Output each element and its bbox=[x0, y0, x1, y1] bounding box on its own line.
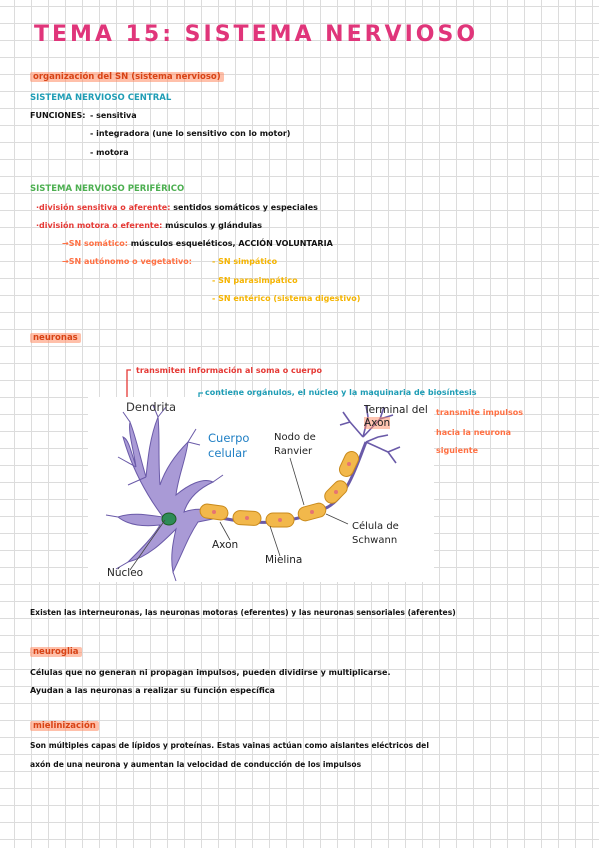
snp-autonomo-enterico: - SN entérico (sistema digestivo) bbox=[212, 294, 361, 303]
snp-somatico-text: músculos esqueléticos, ACCIÓN VOLUNTARIA bbox=[130, 239, 333, 248]
note-terminal-3: siguiente bbox=[436, 446, 479, 455]
note-terminal-2: hacia la neurona bbox=[436, 428, 512, 437]
neuronas-heading-text: neuronas bbox=[30, 333, 81, 343]
mielinizacion-line-1: Son múltiples capas de lípidos y proteínas. Estas vainas actúan como aislantes eléctricos del bbox=[30, 741, 429, 750]
snp-division-1-text: sentidos somáticos y especiales bbox=[173, 203, 318, 212]
label-celular: celular bbox=[208, 446, 247, 460]
section-heading-mielinizacion bbox=[30, 721, 99, 731]
snc-function-3: - motora bbox=[90, 148, 129, 157]
label-celula: Célula de bbox=[352, 521, 399, 532]
page-title: TEMA 15: SISTEMA NERVIOSO bbox=[34, 22, 479, 47]
label-mielina: Mielina bbox=[265, 554, 303, 566]
label-nodo: Nodo de bbox=[274, 432, 316, 443]
label-axon: Axon bbox=[212, 539, 239, 551]
snc-function-1: - sensitiva bbox=[90, 111, 137, 120]
snp-somatico-label: →SN somático: bbox=[62, 239, 128, 248]
mielinizacion-heading-text: mielinización bbox=[30, 721, 99, 731]
snp-division-2-label: ·división motora o eferente: bbox=[36, 221, 163, 230]
snp-autonomo-simpatico: - SN simpático bbox=[212, 257, 278, 266]
organizacion-heading-text: organización del SN (sistema nervioso) bbox=[30, 72, 224, 82]
label-nucleo: Núcleo bbox=[107, 567, 144, 579]
existen-text: Existen las interneuronas, las neuronas motoras (eferentes) y las neuronas sensoriales (aferentes) bbox=[30, 608, 456, 617]
snc-functions-label: FUNCIONES: bbox=[30, 111, 86, 120]
snc-heading: SISTEMA NERVIOSO CENTRAL bbox=[30, 93, 172, 103]
snp-heading: SISTEMA NERVIOSO PERIFÉRICO bbox=[30, 184, 185, 194]
mielinizacion-line-2: axón de una neurona y aumentan la velocidad de conducción de los impulsos bbox=[30, 760, 362, 769]
note-dendrita: transmiten información al soma o cuerpo bbox=[136, 366, 323, 375]
label-cuerpo: Cuerpo bbox=[208, 431, 250, 445]
neuroglia-line-2: Ayudan a las neuronas a realizar su función específica bbox=[30, 686, 275, 695]
neuroglia-heading-text: neuroglia bbox=[30, 647, 82, 657]
snp-division-1-label: ·división sensitiva o aferente: bbox=[36, 203, 171, 212]
label-ranvier: Ranvier bbox=[274, 446, 313, 457]
label-terminal-axon: Axon bbox=[364, 417, 391, 429]
label-dendrita: Dendrita bbox=[126, 400, 176, 414]
label-terminal: Terminal del bbox=[364, 404, 428, 416]
snc-function-2: - integradora (une lo sensitivo con lo motor) bbox=[90, 129, 291, 138]
note-cuerpo-celular: contiene orgánulos, el núcleo y la maquinaria de biosíntesis bbox=[205, 388, 477, 397]
section-heading-neuroglia bbox=[30, 647, 82, 657]
neuroglia-line-1: Células que no generan ni propagan impulsos, pueden dividirse y multiplicarse. bbox=[30, 668, 391, 677]
snp-autonomo-label: →SN autónomo o vegetativo: bbox=[62, 257, 192, 266]
snp-autonomo-parasimpatico: - SN parasimpático bbox=[212, 276, 298, 285]
label-schwann: Schwann bbox=[352, 535, 398, 546]
note-terminal-1: transmite impulsos bbox=[436, 408, 523, 417]
snp-division-2-text: músculos y glándulas bbox=[165, 221, 263, 230]
